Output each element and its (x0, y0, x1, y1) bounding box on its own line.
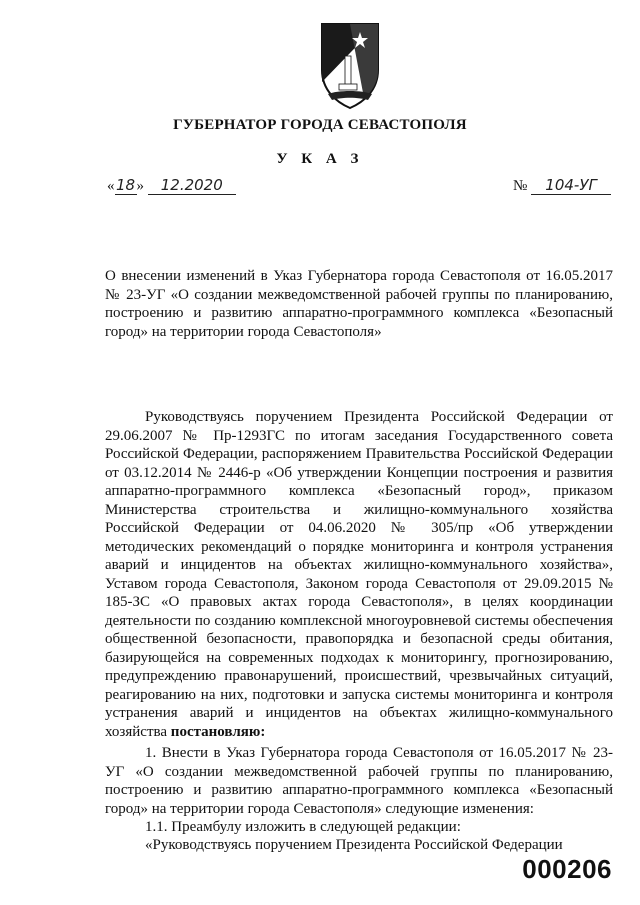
date-month-year: 12.2020 (148, 176, 236, 195)
date-close-quote: » (136, 178, 144, 194)
number-sign: № (513, 178, 528, 194)
serial-number: 000206 (522, 854, 612, 884)
coat-of-arms-emblem (320, 22, 380, 110)
date-open-quote: « (107, 178, 115, 194)
number-value: 104-УГ (531, 176, 611, 195)
quote-start: «Руководствуясь поручением Президента Российской Федерации (145, 837, 563, 853)
item-1: 1. Внести в Указ Губернатора города Севастополя от 16.05.2017 № 23-УГ «О создании межведомственной рабочей группы по планированию, построению и развитию аппаратно-программного комплекса «Безопасный город» на территории города Севастополя» следующие изменения: (105, 745, 613, 817)
document-date (107, 176, 236, 195)
decree-word: постановляю: (170, 723, 266, 740)
document-number (513, 176, 611, 195)
date-day: 18 (115, 176, 136, 194)
document-type-heading: У К А З (276, 151, 364, 167)
item-1-1: 1.1. Преамбулу изложить в следующей редакции: (145, 819, 461, 835)
decree-title: О внесении изменений в Указ Губернатора города Севастополя от 16.05.2017 № 23-УГ «О создании межведомственной рабочей группы по планированию, построению и развитию аппаратно-программного комплекса «Безопасный город» на территории города Севастополя» (105, 268, 613, 340)
authority-heading: ГУБЕРНАТОР ГОРОДА СЕВАСТОПОЛЯ (173, 117, 467, 133)
preamble-paragraph (105, 408, 613, 741)
preamble-text: Руководствуясь поручением Президента Российской Федерации от 29.06.2007 № Пр-1293ГС по итогам заседания Государственного совета Российской Федерации, распоряжением Правительства Российской Федерации от 03.12.2014 № 2446-р «Об утверждении Концепции построения и развития аппаратно-программного комплекса «Безопасный город», приказом Министерства строительства и жилищно-коммунального хозяйства Российской Федерации от 04.06.2020 № 305/пр «Об утверждении методических рекомендаций о порядке мониторинга и контроля устранения аварий и инцидентов на объектах жилищно-коммунального хозяйства», Уставом города Севастополя, Законом города Севастополя от 29.09.2015 № 185-ЗС «О правовых актах города Севастополя», в целях координации деятельности по созданию комплексной многоуровневой системы обеспечения общественной безопасности, правопорядка и безопасной среды обитания, базирующейся на современных подходах к мониторингу, прогнозированию, предупреждению правонарушений, происшествий, чрезвычайных ситуаций, реагированию на них, подготовки и запуска системы мониторинга и контроля устранения аварий и инцидентов на объектах жилищно-коммунального хозяйства (105, 409, 613, 740)
